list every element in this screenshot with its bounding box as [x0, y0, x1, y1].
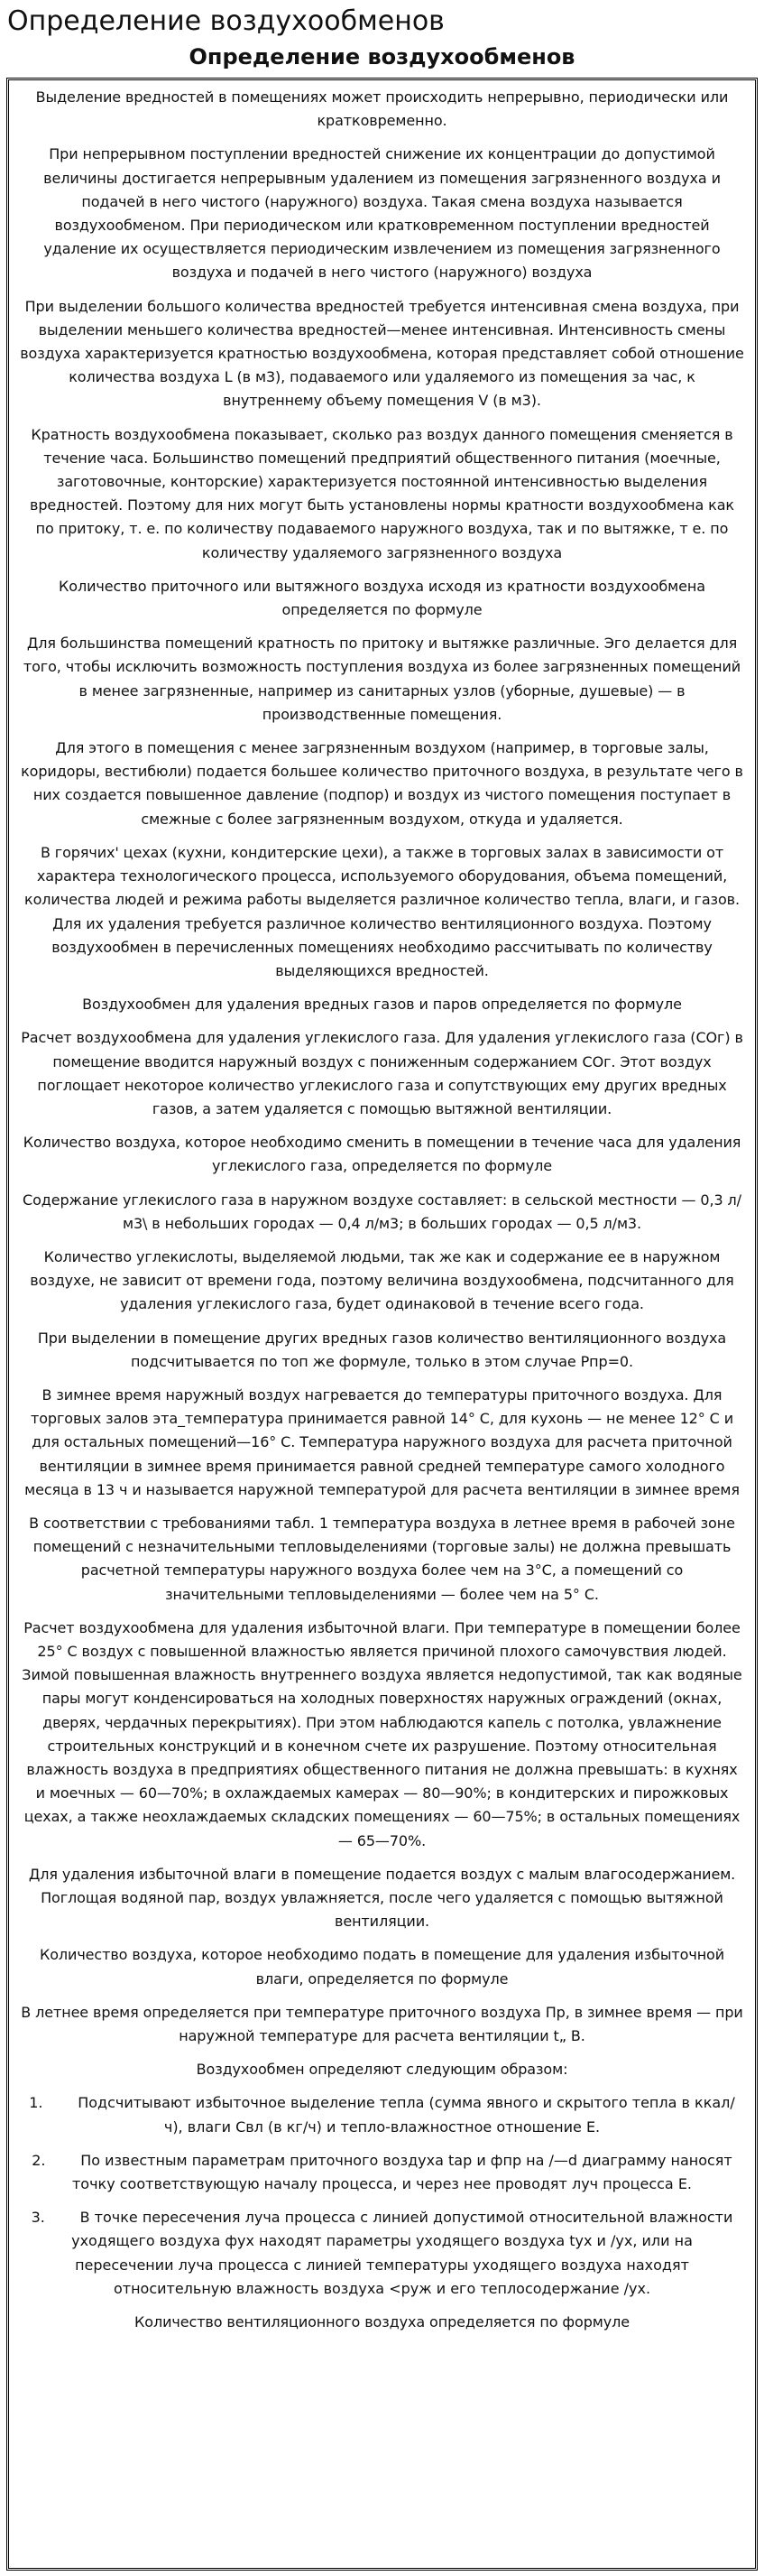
paragraph: Количество приточного или вытяжного воздуха исходя из кратности воздухообмена определяется по формуле [59, 577, 705, 619]
list-item-text: По известным параметрам приточного воздуха tap и фпр на /—d диаграмму наносят точку соответствующую началу процесса, и через нее проводят луч процесса Е. [71, 2151, 732, 2193]
steps-list [20, 2091, 744, 2301]
list-item-text: В точке пересечения луча процесса с линией допустимой относительной влажности уходящего воздуха фух находят параметры уходящего воздуха tyx и /ух, или на пересечении луча процесса с линией температуры уходящего воздуха находят относительную влажность воздуха <руж и его теплосодержание /ух. [71, 2209, 733, 2297]
paragraph: В летнее время определяется при температуре приточного воздуха Пр, в зимнее время — при наружной температуре для расчета вентиляции t„ В. [21, 2003, 743, 2045]
document-frame [6, 78, 758, 2571]
paragraph: Количество воздуха, которое необходимо сменить в помещении в течение часа для удаления углекислого газа, определяется по формуле [23, 1134, 741, 1175]
closing-paragraph: Количество вентиляционного воздуха определяется по формуле [134, 2313, 630, 2331]
paragraph: Для этого в помещения с менее загрязненным воздухом (например, в торговые залы, коридоры, вестибюли) подается большее количество приточного воздуха, в результате чего в них создается повышенное давление (подпор) и воздух из чистого помещения поступает в смежные с более загрязненным воздухом, откуда и удаляется. [21, 739, 743, 828]
paragraph: Для большинства помещений кратность по притоку и вытяжке различные. Эго делается для того, чтобы исключить возможность поступления воздуха из более загрязненных помещений в менее загрязненные, например из санитарных узлов (уборные, душевые) — в производственные помещения. [23, 635, 741, 723]
list-item [20, 2091, 744, 2138]
list-item-number: 2. [32, 2151, 46, 2169]
paragraph: Кратность воздухообмена показывает, сколько раз воздух данного помещения сменяется в течение часа. Большинство помещений предприятий общественного питания (моечные, заготовочные, конторские) характеризуется постоянной интенсивностью выделения вредностей. Поэтому для них могут быть установлены нормы кратности воздухообмена как по притоку, т. е. по количеству подаваемого наружного воздуха, так и по вытяжке, т е. по количеству удаляемого загрязненного воздуха [30, 425, 734, 561]
paragraph: В горячих' цехах (кухни, кондитерские цехи), а также в торговых залах в зависимости от характера технологического процесса, используемого оборудования, объема помещений, количества людей и режима работы выделяется различное количество тепла, влаги, и газов. Для их удаления требуется различное количество вентиляционного воздуха. Поэтому воздухообмен в перечисленных помещениях необходимо рассчитывать по количеству выделяющихся вредностей. [24, 843, 740, 979]
paragraph: Количество воздуха, которое необходимо подать в помещение для удаления избыточной влаги, определяется по формуле [39, 1946, 725, 1988]
page-title: Определение воздухообменов [7, 5, 445, 37]
paragraph: Расчет воздухообмена для удаления избыточной влаги. При температуре в помещении более 25° С воздух с повышенной влажностью является причиной плохого самочувствия людей. Зимой повышенная влажность внутреннего воздуха является недопустимой, так как водяные пары могут конденсироваться на холодных поверхностях наружных ограждений (окнах, дверях, чердачных перекрытиях). При этом наблюдаются капель с потолка, увлажнение строительных конструкций и в конечном счете их разрушение. Поэтому относительная влажность воздуха в предприятиях общественного питания не должна превышать: в кухнях и моечных — 60—70%; в охлаждаемых камерах — 80—90%; в кондитерских и пирожковых цехах, а также неохлаждаемых складских помещениях — 60—75%; в остальных помещениях — 65—70%. [22, 1618, 742, 1849]
paragraph: Количество углекислоты, выделяемой людьми, так же как и содержание ее в наружном воздухе, не зависит от времени года, поэтому величина воздухообмена, подсчитанного для удаления углекислого газа, будет одинаковой в течение всего года. [30, 1247, 734, 1313]
paragraph: В соответствии с требованиями табл. 1 температура воздуха в летнее время в рабочей зоне помещений с незначительными тепловыделениями (торговые залы) не должна превышать расчетной температуры наружного воздуха более чем на 3°С, а помещений со значительными тепловыделениями — более чем на 5° С. [29, 1514, 735, 1603]
paragraph: Расчет воздухообмена для удаления углекислого газа. Для удаления углекислого газа (СОг) в помещение вводится наружный воздух с пониженным содержанием СОг. Этот воздух поглощает некоторое количество углекислого газа и сопутствующих ему других вредных газов, а затем удаляется с помощью вытяжной вентиляции. [21, 1029, 743, 1117]
list-item-text: Подсчитывают избыточное выделение тепла (сумма явного и скрытого тепла в ккал/ч), влаги Свл (в кг/ч) и тепло-влажностное отношение Е. [78, 2094, 735, 2136]
paragraph: При непрерывном поступлении вредностей снижение их концентрации до допустимой величины достигается непрерывным удалением из помещения загрязненного воздуха и подачей в него чистого (наружного) воздуха. Такая смена воздуха называется воздухообменом. При периодическом или кратковременном поступлении вредностей удаление их осуществляется периодическим извлечением из помещения загрязненного воздуха и подачей в него чистого (наружного) воздуха [43, 145, 721, 282]
paragraph: Воздухообмен определяют следующим образом: [196, 2061, 568, 2079]
paragraph: В зимнее время наружный воздух нагревается до температуры приточного воздуха. Для торговых залов эта_температура принимается равной 14° С, для кухонь — не менее 12° С и для остальных помещений—16° С. Температура наружного воздуха для расчета приточной вентиляции в зимнее время принимается равной средней температуре самого холодного месяца в 13 ч и называется наружной температурой для расчета вентиляции в зимнее время [24, 1385, 740, 1498]
paragraph: При выделении большого количества вредностей требуется интенсивная смена воздуха, при выделении меньшего количества вредностей—менее интенсивная. Интенсивность смены воздуха характеризуется кратностью воздухообмена, которая представляет собой отношение количества воздуха L (в м3), подаваемого или удаляемого из помещения за час, к внутреннему объему помещения V (в м3). [20, 297, 744, 410]
document-heading: Определение воздухообменов [189, 44, 575, 69]
list-item [20, 2149, 744, 2196]
paragraph: Воздухообмен для удаления вредных газов и паров определяется по формуле [82, 996, 682, 1014]
paragraph: Для удаления избыточной влаги в помещение подается воздух с малым влагосодержанием. Поглощая водяной пар, воздух увлажняется, после чего удаляется с помощью вытяжной вентиляции. [28, 1865, 736, 1931]
paragraph: При выделении в помещение других вредных газов количество вентиляционного воздуха подсчитывается по топ же формуле, только в этом случае Рпр=0. [37, 1329, 727, 1370]
list-item [20, 2206, 744, 2301]
list-item-number: 1. [29, 2094, 43, 2112]
list-item-number: 3. [31, 2209, 45, 2227]
paragraph: Выделение вредностей в помещениях может происходить непрерывно, периодически или кратковременно. [35, 88, 729, 130]
paragraph: Содержание углекислого газа в наружном воздухе составляет: в сельской местности — 0,3 л/м3\ в небольших городах — 0,4 л/м3; в больших городах — 0,5 л/м3. [23, 1191, 741, 1232]
